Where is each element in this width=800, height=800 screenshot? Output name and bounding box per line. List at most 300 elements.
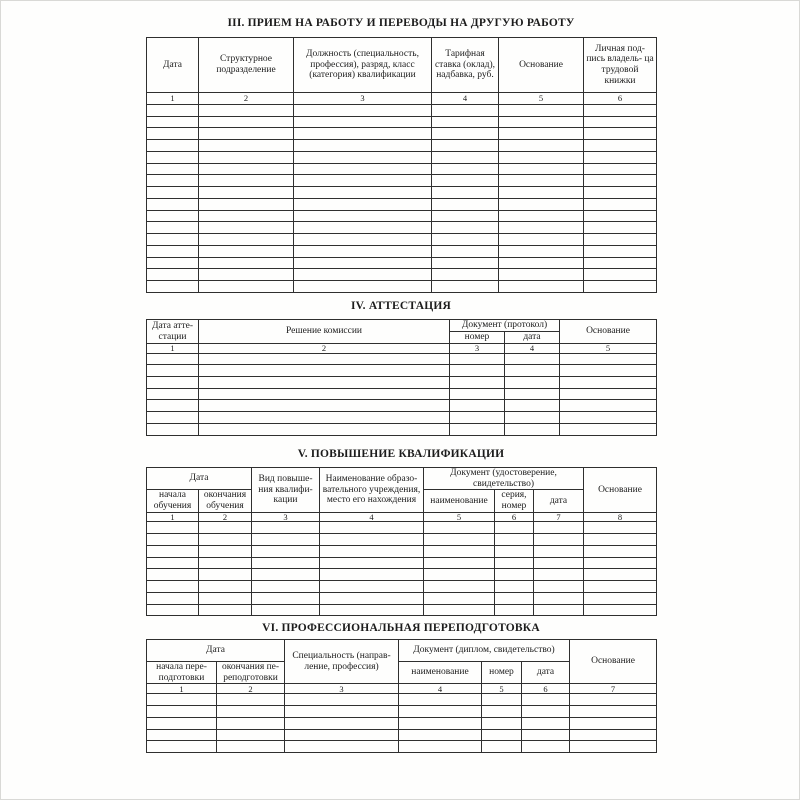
empty-cell xyxy=(499,222,584,234)
header-row-1 xyxy=(147,640,657,662)
empty-cell xyxy=(147,365,199,377)
empty-cell xyxy=(294,269,432,281)
empty-cell xyxy=(560,400,657,412)
empty-cell xyxy=(495,592,534,604)
empty-row xyxy=(147,353,657,365)
empty-cell xyxy=(294,175,432,187)
column-number: 2 xyxy=(199,344,450,354)
column-number: 7 xyxy=(570,684,657,694)
empty-row xyxy=(147,557,657,569)
empty-cell xyxy=(252,604,320,616)
empty-row xyxy=(147,281,657,293)
empty-cell xyxy=(482,717,522,729)
empty-cell xyxy=(424,604,495,616)
empty-row xyxy=(147,569,657,581)
col-header-basis: Основание xyxy=(499,38,584,93)
empty-row xyxy=(147,694,657,706)
empty-cell xyxy=(499,210,584,222)
empty-cell xyxy=(252,592,320,604)
empty-cell xyxy=(217,717,285,729)
empty-cell xyxy=(495,604,534,616)
empty-cell xyxy=(147,116,199,128)
empty-cell xyxy=(147,257,199,269)
empty-cell xyxy=(285,706,399,718)
empty-cell xyxy=(147,388,199,400)
column-number: 2 xyxy=(199,93,294,105)
empty-cell xyxy=(499,281,584,293)
empty-row xyxy=(147,198,657,210)
empty-cell xyxy=(505,423,560,435)
empty-cell xyxy=(505,376,560,388)
empty-row xyxy=(147,128,657,140)
empty-cell xyxy=(147,604,199,616)
empty-cell xyxy=(147,557,199,569)
empty-cell xyxy=(199,234,294,246)
empty-row xyxy=(147,210,657,222)
empty-cell xyxy=(217,741,285,753)
empty-cell xyxy=(560,388,657,400)
column-number: 5 xyxy=(424,512,495,522)
empty-cell xyxy=(199,412,450,424)
empty-cell xyxy=(294,198,432,210)
professional-retraining-table xyxy=(146,639,657,753)
empty-cell xyxy=(570,694,657,706)
col-header-document-group: Документ (диплом, свидетельство) xyxy=(399,640,570,662)
empty-cell xyxy=(147,163,199,175)
empty-cell xyxy=(560,365,657,377)
empty-cell xyxy=(320,545,424,557)
section-3-title: III. ПРИЕМ НА РАБОТУ И ПЕРЕВОДЫ НА ДРУГУЮ РАБОТУ xyxy=(227,17,575,29)
empty-cell xyxy=(147,128,199,140)
empty-cell xyxy=(399,694,482,706)
empty-cell xyxy=(294,105,432,117)
empty-cell xyxy=(147,281,199,293)
empty-cell xyxy=(147,105,199,117)
col-header-document-group: Документ (протокол) xyxy=(450,320,560,332)
column-number: 5 xyxy=(482,684,522,694)
col-header-doc-number: номер xyxy=(450,332,505,344)
empty-cell xyxy=(199,522,252,534)
empty-cell xyxy=(499,257,584,269)
column-number: 4 xyxy=(505,344,560,354)
empty-cell xyxy=(432,257,499,269)
col-header-basis: Основание xyxy=(570,640,657,684)
empty-cell xyxy=(199,581,252,593)
column-number: 8 xyxy=(584,512,657,522)
empty-cell xyxy=(199,163,294,175)
empty-cell xyxy=(285,741,399,753)
section-6-title: VI. ПРОФЕССИОНАЛЬНАЯ ПЕРЕПОДГОТОВКА xyxy=(262,622,540,634)
empty-cell xyxy=(450,376,505,388)
column-number: 5 xyxy=(499,93,584,105)
empty-cell xyxy=(432,281,499,293)
empty-cell xyxy=(199,140,294,152)
empty-cell xyxy=(499,163,584,175)
col-header-doc-number: номер xyxy=(482,662,522,684)
col-header-study-end: окончания обучения xyxy=(199,490,252,512)
empty-cell xyxy=(294,245,432,257)
column-number: 4 xyxy=(320,512,424,522)
empty-cell xyxy=(499,151,584,163)
empty-cell xyxy=(584,198,657,210)
col-header-speciality: Специальность (направ- ление, профессия) xyxy=(285,640,399,684)
empty-cell xyxy=(252,569,320,581)
empty-cell xyxy=(294,187,432,199)
empty-cell xyxy=(432,105,499,117)
empty-cell xyxy=(147,151,199,163)
column-number: 1 xyxy=(147,684,217,694)
empty-cell xyxy=(252,522,320,534)
empty-cell xyxy=(294,128,432,140)
empty-cell xyxy=(560,376,657,388)
empty-cell xyxy=(424,534,495,546)
empty-cell xyxy=(147,376,199,388)
empty-cell xyxy=(534,569,584,581)
empty-row xyxy=(147,423,657,435)
column-number: 3 xyxy=(450,344,505,354)
empty-cell xyxy=(252,534,320,546)
empty-cell xyxy=(534,581,584,593)
empty-cell xyxy=(199,569,252,581)
empty-cell xyxy=(499,234,584,246)
empty-cell xyxy=(534,604,584,616)
col-header-commission-decision: Решение комиссии xyxy=(199,320,450,344)
empty-cell xyxy=(199,604,252,616)
empty-cell xyxy=(147,741,217,753)
empty-row xyxy=(147,116,657,128)
empty-cell xyxy=(320,604,424,616)
column-number: 3 xyxy=(252,512,320,522)
col-header-retraining-start: начала пере- подготовки xyxy=(147,662,217,684)
empty-cell xyxy=(199,245,294,257)
empty-row xyxy=(147,412,657,424)
empty-cell xyxy=(199,376,450,388)
empty-cell xyxy=(424,581,495,593)
empty-cell xyxy=(584,581,657,593)
header-row-1 xyxy=(147,320,657,332)
empty-row xyxy=(147,581,657,593)
empty-cell xyxy=(199,175,294,187)
empty-cell xyxy=(495,545,534,557)
empty-cell xyxy=(199,187,294,199)
empty-cell xyxy=(499,105,584,117)
empty-cell xyxy=(505,388,560,400)
empty-cell xyxy=(320,592,424,604)
column-number: 1 xyxy=(147,512,199,522)
empty-cell xyxy=(147,694,217,706)
empty-cell xyxy=(199,400,450,412)
empty-row xyxy=(147,140,657,152)
empty-row xyxy=(147,534,657,546)
empty-cell xyxy=(499,175,584,187)
column-number: 1 xyxy=(147,344,199,354)
col-header-doc-date: дата xyxy=(522,662,570,684)
col-header-document-group: Документ (удостоверение, свидетельство) xyxy=(424,468,584,490)
empty-cell xyxy=(450,423,505,435)
empty-cell xyxy=(147,522,199,534)
empty-cell xyxy=(294,116,432,128)
empty-cell xyxy=(399,741,482,753)
empty-cell xyxy=(560,353,657,365)
empty-cell xyxy=(294,151,432,163)
empty-cell xyxy=(505,365,560,377)
empty-cell xyxy=(584,604,657,616)
empty-cell xyxy=(147,234,199,246)
empty-row xyxy=(147,222,657,234)
section-5-title: V. ПОВЫШЕНИЕ КВАЛИФИКАЦИИ xyxy=(297,448,505,460)
empty-cell xyxy=(432,140,499,152)
empty-cell xyxy=(584,163,657,175)
empty-cell xyxy=(522,741,570,753)
empty-cell xyxy=(570,729,657,741)
empty-cell xyxy=(450,353,505,365)
empty-cell xyxy=(147,210,199,222)
empty-cell xyxy=(495,557,534,569)
empty-row xyxy=(147,163,657,175)
empty-cell xyxy=(320,534,424,546)
col-header-study-start: начала обучения xyxy=(147,490,199,512)
empty-cell xyxy=(320,581,424,593)
empty-cell xyxy=(424,522,495,534)
empty-cell xyxy=(199,257,294,269)
column-number: 4 xyxy=(432,93,499,105)
empty-cell xyxy=(499,198,584,210)
empty-cell xyxy=(584,105,657,117)
col-header-institution: Наименование образо- вательного учреждения, место его нахождения xyxy=(320,468,424,513)
empty-cell xyxy=(432,128,499,140)
empty-cell xyxy=(294,234,432,246)
empty-cell xyxy=(252,557,320,569)
col-header-doc-date: дата xyxy=(534,490,584,512)
empty-cell xyxy=(584,269,657,281)
empty-cell xyxy=(495,581,534,593)
empty-cell xyxy=(147,175,199,187)
empty-cell xyxy=(584,175,657,187)
empty-cell xyxy=(147,423,199,435)
column-number: 2 xyxy=(199,512,252,522)
column-number: 4 xyxy=(399,684,482,694)
empty-cell xyxy=(147,545,199,557)
column-number: 6 xyxy=(495,512,534,522)
empty-cell xyxy=(294,281,432,293)
col-header-date-group: Дата xyxy=(147,468,252,490)
empty-cell xyxy=(424,569,495,581)
empty-row xyxy=(147,604,657,616)
empty-cell xyxy=(432,245,499,257)
column-number: 6 xyxy=(584,93,657,105)
empty-row xyxy=(147,257,657,269)
empty-cell xyxy=(450,400,505,412)
empty-cell xyxy=(522,729,570,741)
empty-cell xyxy=(432,234,499,246)
empty-cell xyxy=(147,187,199,199)
empty-cell xyxy=(505,400,560,412)
empty-cell xyxy=(199,534,252,546)
empty-cell xyxy=(199,281,294,293)
empty-cell xyxy=(584,534,657,546)
empty-cell xyxy=(450,365,505,377)
empty-row xyxy=(147,245,657,257)
empty-cell xyxy=(584,557,657,569)
empty-cell xyxy=(482,694,522,706)
col-header-basis: Основание xyxy=(584,468,657,513)
empty-cell xyxy=(432,163,499,175)
empty-row xyxy=(147,234,657,246)
empty-cell xyxy=(495,569,534,581)
col-header-date-group: Дата xyxy=(147,640,285,662)
empty-cell xyxy=(534,545,584,557)
empty-cell xyxy=(450,388,505,400)
empty-row xyxy=(147,175,657,187)
empty-cell xyxy=(584,245,657,257)
hiring-transfers-table xyxy=(146,37,657,293)
empty-cell xyxy=(147,412,199,424)
attestation-table xyxy=(146,319,657,436)
empty-row xyxy=(147,151,657,163)
empty-cell xyxy=(399,729,482,741)
col-header-unit: Структурное подразделение xyxy=(199,38,294,93)
empty-row xyxy=(147,105,657,117)
empty-cell xyxy=(217,706,285,718)
empty-cell xyxy=(199,557,252,569)
empty-cell xyxy=(432,198,499,210)
empty-cell xyxy=(424,557,495,569)
empty-cell xyxy=(147,592,199,604)
col-header-basis: Основание xyxy=(560,320,657,344)
empty-cell xyxy=(584,592,657,604)
empty-cell xyxy=(252,545,320,557)
empty-cell xyxy=(147,353,199,365)
empty-cell xyxy=(320,522,424,534)
empty-row xyxy=(147,545,657,557)
empty-cell xyxy=(199,128,294,140)
empty-row xyxy=(147,729,657,741)
empty-cell xyxy=(294,210,432,222)
col-header-rate: Тарифная ставка (оклад), надбавка, руб. xyxy=(432,38,499,93)
empty-cell xyxy=(147,569,199,581)
empty-cell xyxy=(199,545,252,557)
empty-cell xyxy=(432,175,499,187)
empty-cell xyxy=(147,222,199,234)
empty-cell xyxy=(252,581,320,593)
col-header-kind: Вид повыше- ния квалифи- кации xyxy=(252,468,320,513)
empty-cell xyxy=(199,222,294,234)
empty-cell xyxy=(294,222,432,234)
column-numbers-row xyxy=(147,684,657,694)
empty-cell xyxy=(147,581,199,593)
empty-cell xyxy=(584,140,657,152)
col-header-doc-series: серия, номер xyxy=(495,490,534,512)
empty-cell xyxy=(522,694,570,706)
empty-cell xyxy=(584,210,657,222)
empty-cell xyxy=(217,694,285,706)
empty-row xyxy=(147,522,657,534)
empty-cell xyxy=(294,257,432,269)
empty-cell xyxy=(560,423,657,435)
column-number: 3 xyxy=(285,684,399,694)
empty-cell xyxy=(584,128,657,140)
col-header-position: Должность (специальность, профессия), разряд, класс (категория) квалификации xyxy=(294,38,432,93)
empty-cell xyxy=(147,729,217,741)
empty-cell xyxy=(495,522,534,534)
col-header-retraining-end: окончания пе- реподготовки xyxy=(217,662,285,684)
empty-row xyxy=(147,376,657,388)
empty-cell xyxy=(432,210,499,222)
empty-cell xyxy=(147,269,199,281)
empty-cell xyxy=(450,412,505,424)
col-header-signature: Личная под- пись владель- ца трудовой книжки xyxy=(584,38,657,93)
empty-cell xyxy=(570,717,657,729)
empty-row xyxy=(147,400,657,412)
empty-cell xyxy=(499,269,584,281)
column-number: 3 xyxy=(294,93,432,105)
column-number: 6 xyxy=(522,684,570,694)
empty-cell xyxy=(199,353,450,365)
column-numbers-row xyxy=(147,512,657,522)
empty-cell xyxy=(320,557,424,569)
section-4-title: IV. АТТЕСТАЦИЯ xyxy=(350,300,452,312)
empty-cell xyxy=(534,522,584,534)
empty-cell xyxy=(285,717,399,729)
empty-cell xyxy=(584,257,657,269)
empty-cell xyxy=(432,269,499,281)
empty-row xyxy=(147,388,657,400)
empty-row xyxy=(147,706,657,718)
empty-cell xyxy=(584,187,657,199)
column-number: 5 xyxy=(560,344,657,354)
empty-cell xyxy=(534,592,584,604)
empty-cell xyxy=(482,729,522,741)
empty-cell xyxy=(147,534,199,546)
empty-cell xyxy=(199,198,294,210)
empty-cell xyxy=(285,694,399,706)
empty-cell xyxy=(534,557,584,569)
empty-cell xyxy=(522,717,570,729)
empty-cell xyxy=(482,706,522,718)
empty-cell xyxy=(584,151,657,163)
col-header-date: Дата xyxy=(147,38,199,93)
empty-cell xyxy=(199,365,450,377)
empty-cell xyxy=(560,412,657,424)
column-number: 7 xyxy=(534,512,584,522)
empty-cell xyxy=(199,388,450,400)
empty-cell xyxy=(570,706,657,718)
header-row xyxy=(147,38,657,93)
empty-cell xyxy=(584,234,657,246)
col-header-attestation-date: Дата атте- стации xyxy=(147,320,199,344)
empty-row xyxy=(147,187,657,199)
empty-cell xyxy=(147,140,199,152)
empty-cell xyxy=(584,545,657,557)
empty-cell xyxy=(294,140,432,152)
empty-row xyxy=(147,741,657,753)
empty-cell xyxy=(584,569,657,581)
empty-cell xyxy=(199,269,294,281)
empty-cell xyxy=(505,353,560,365)
empty-cell xyxy=(294,163,432,175)
empty-cell xyxy=(199,151,294,163)
col-header-doc-date: дата xyxy=(505,332,560,344)
empty-row xyxy=(147,592,657,604)
empty-cell xyxy=(495,534,534,546)
column-number: 2 xyxy=(217,684,285,694)
empty-cell xyxy=(147,400,199,412)
empty-cell xyxy=(499,187,584,199)
empty-cell xyxy=(432,222,499,234)
empty-cell xyxy=(584,222,657,234)
empty-cell xyxy=(584,116,657,128)
empty-row xyxy=(147,717,657,729)
